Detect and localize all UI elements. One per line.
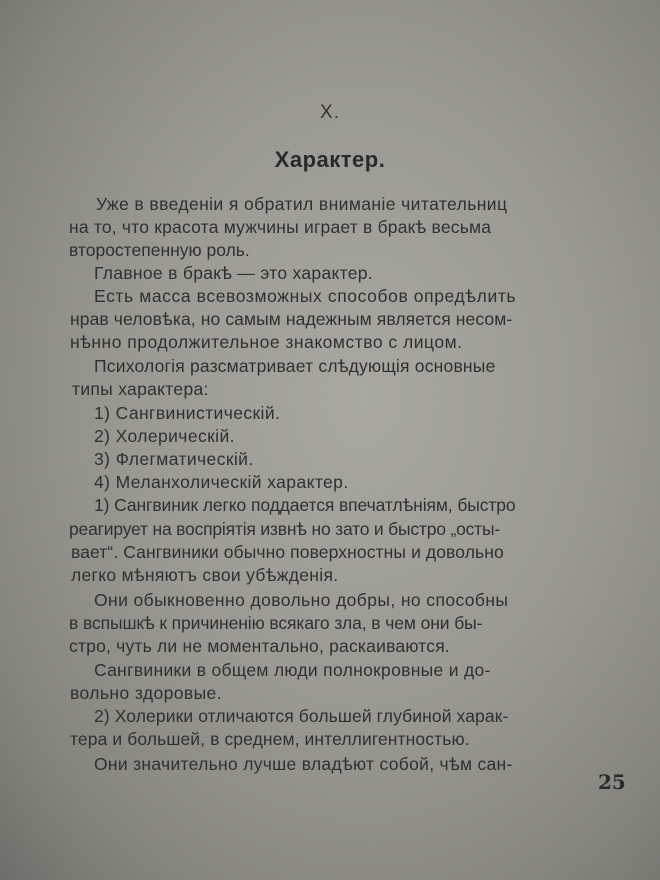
list-item: 1) Сангвинистическiй. xyxy=(94,403,281,423)
text-line: вает“. Сангвиники обычно поверхностны и довольно xyxy=(71,542,504,562)
chapter-title: Характер. xyxy=(274,147,386,172)
text-line: реагирует на воспрiятiя извнѣ но зато и быстро „осты- xyxy=(69,519,500,539)
list-item: 2) Холерическiй. xyxy=(94,426,235,446)
text-line: Психологiя разсматривает слѣдующiя основные xyxy=(94,356,496,376)
list-item: 3) Флегматическiй. xyxy=(94,449,254,469)
text-line: 1) Сангвиник легко поддается впечатлѣнiям, быстро xyxy=(94,495,516,515)
text-line: на то, что красота мужчины играет в бракѣ весьма xyxy=(69,217,492,237)
chapter-number: X. xyxy=(320,102,340,123)
text-line: Главное в бракѣ — это характер. xyxy=(94,263,373,283)
text-line: типы характера: xyxy=(72,379,209,399)
text-line: вольно здоровые. xyxy=(70,683,222,703)
text-line: в вспышкѣ к причиненiю всякаго зла, в чем они бы- xyxy=(69,613,483,633)
text-line: Есть масса всевозможных способов опредѣлить xyxy=(94,286,517,306)
page-number: 25 xyxy=(598,770,626,794)
text-line: Они обыкновенно довольно добры, но способны xyxy=(94,590,509,610)
text-line: нрав человѣка, но самым надежным является несом- xyxy=(70,309,513,329)
text-line: стро, чуть ли не моментально, раскаиваются. xyxy=(69,636,450,656)
list-item: 4) Меланхолическiй характер. xyxy=(94,472,349,492)
text-line: тера и большей, в среднем, интеллигентностью. xyxy=(70,729,470,749)
text-line: 2) Холерики отличаются большей глубиной харак- xyxy=(94,706,509,726)
text-line: второстепенную роль. xyxy=(69,240,250,260)
text-line: Уже в введенiи я обратил вниманiе читательниц xyxy=(96,194,508,214)
text-line: легко мѣняютъ свои убѣжденiя. xyxy=(71,565,339,585)
text-line: Они значительно лучше владѣют собой, чѣм сан- xyxy=(94,754,513,774)
text-line: Сангвиники в общем люди полнокровные и до- xyxy=(94,660,491,680)
text-line: нѣнно продолжительное знакомство с лицом. xyxy=(70,332,463,352)
